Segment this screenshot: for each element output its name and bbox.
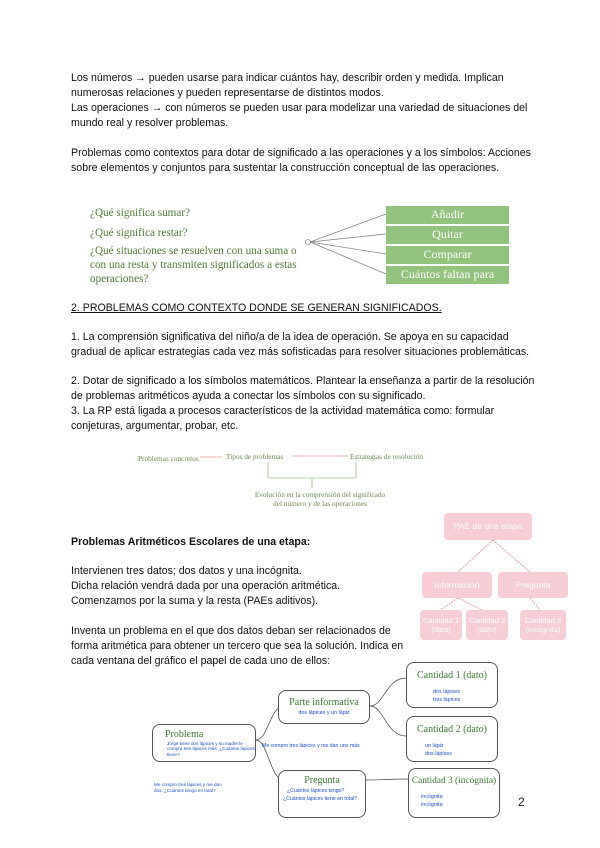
box-cantidad-3-title: Cantidad 3 (incógnita) [411,776,497,786]
box-cantidad-2-title: Cantidad 2 (dato) [417,724,487,735]
box-cantidad-1-title: Cantidad 1 (dato) [417,670,487,681]
question-situaciones: ¿Qué situaciones se resuelven con una suma o con una resta y transmiten significados a estas operaciones? [90,245,297,285]
tree-informacion: Información [422,572,492,598]
box-problema [152,724,256,762]
box-pregunta-note-1: ¿Cuántos lápices tengo? [287,788,345,794]
label-tipos-problemas: Tipos de problemas [226,452,284,461]
box-comparar: Comparar [386,246,509,264]
label-estrategias: Estrategias de resolución [350,452,423,461]
section-2-item-1: 1. La comprensión significativa del niño/a de la idea de operación. Se apoya en su capacidad gradual de aplicar estrategias cada vez más sofisticadas para resolver situaciones problemáticas. [71,331,530,358]
intro-paragraph-numbers: Los números → pueden usarse para indicar cuántos hay, describir orden y medida. Implican numerosas relaciones y pueden representarse de distintos modos. [71,72,504,99]
box-cantidad-1 [406,662,498,708]
box-pregunta [278,770,366,818]
label-evolucion: Evolución en la comprensión del significado del número y de las operaciones [254,490,386,508]
section-2-item-2: 2. Dotar de significado a los símbolos matemáticos. Plantear la enseñanza a partir de la resolución de problemas aritméticos ayuda a conectar los símbolos con su significado. [71,375,535,402]
section-2-item-3: 3. La RP está ligada a procesos característicos de la actividad matemática como: formular conjeturas, argumentar, probar, etc. [71,405,495,432]
box-problema-title: Problema [165,729,204,740]
tree-cantidad-3: Cantidad 3 (incógnita) [520,610,566,640]
box-parte-informativa-note: dos lápices y un lápiz [298,710,350,716]
intro-paragraph-contexts: Problemas como contextos para dotar de significado a las operaciones y a los símbolos: Acciones sobre elementos y conjuntos para sustentar la construcción conceptual de las operaciones. [71,147,531,174]
problem-evolution-diagram [138,448,448,518]
question-restar: ¿Qué significa restar? [90,227,188,239]
problema-sub-note: Me compro tres lápices y me dan dos; ¿Cuántos tengo en total? [154,782,222,793]
section-3-line-3: Comenzamos por la suma y la resta (PAEs aditivos). [71,595,319,607]
box-pregunta-note-2: ¿Cuántos lápices tiene en total? [283,796,358,802]
tree-cantidad-1: Cantidad 1 (dato) [420,610,462,640]
box-cantidad-2-note-1: un lápiz [425,743,444,749]
box-cantidad-2 [406,716,498,762]
parte-sub-note: Me compro tres lápices y me dan uno más [262,743,360,749]
section-3-heading: Problemas Aritméticos Escolares de una etapa: [71,536,311,548]
operations-meaning-diagram [90,204,510,286]
page-number: 2 [518,795,525,809]
box-cantidad-1-note-1: dos lápices [433,689,460,695]
box-pregunta-title: Pregunta [304,775,340,786]
box-parte-informativa [278,690,370,724]
box-cantidad-1-note-2: tres lápices [433,697,461,703]
tree-root: PAE de una etapa [444,513,532,540]
label-problemas-concretos: Problemas concretos [138,454,199,463]
tree-cantidad-2: Cantidad 2 (dato) [466,610,508,640]
box-cantidad-3 [408,768,500,818]
box-problema-note: Jorge tiene dos lápices y su madre le compra tres lápices más. ¿Cuántos lápices tiene? [167,741,255,757]
box-cantidad-3-note-2: incógnita [421,802,443,808]
box-quitar: Quitar [386,226,509,244]
box-cantidad-3-note-1: incógnita [421,794,443,800]
section-3-line-1: Intervienen tres datos; dos datos y una incógnita. [71,565,302,577]
pae-tree [418,510,568,640]
connector-lines [300,204,390,286]
tree-pregunta: Pregunta [498,572,568,598]
box-cuantos-faltan: Cuántos faltan para [386,266,509,284]
box-parte-informativa-title: Parte informativa [289,697,359,708]
box-cantidad-2-note-2: dos lápices [425,751,452,757]
intro-paragraph-operations: Las operaciones → con números se pueden usar para modelizar una variedad de situaciones del mundo real y resolver problemas. [71,102,528,129]
box-anadir: Añadir [386,206,509,224]
section-3-exercise: Inventa un problema en el que dos datos deban ser relacionados de forma aritmética para obtener un tercero que sea la solución. Indica en cada ventana del gráfico el papel de cada uno de ellos: [71,625,404,667]
section-2-heading: 2. PROBLEMAS COMO CONTEXTO DONDE SE GENERAN SIGNIFICADOS. [71,302,442,314]
section-3-line-2: Dicha relación vendrá dada por una operación aritmética. [71,580,341,592]
question-sumar: ¿Qué significa sumar? [90,207,191,219]
problem-structure-diagram [150,662,500,822]
